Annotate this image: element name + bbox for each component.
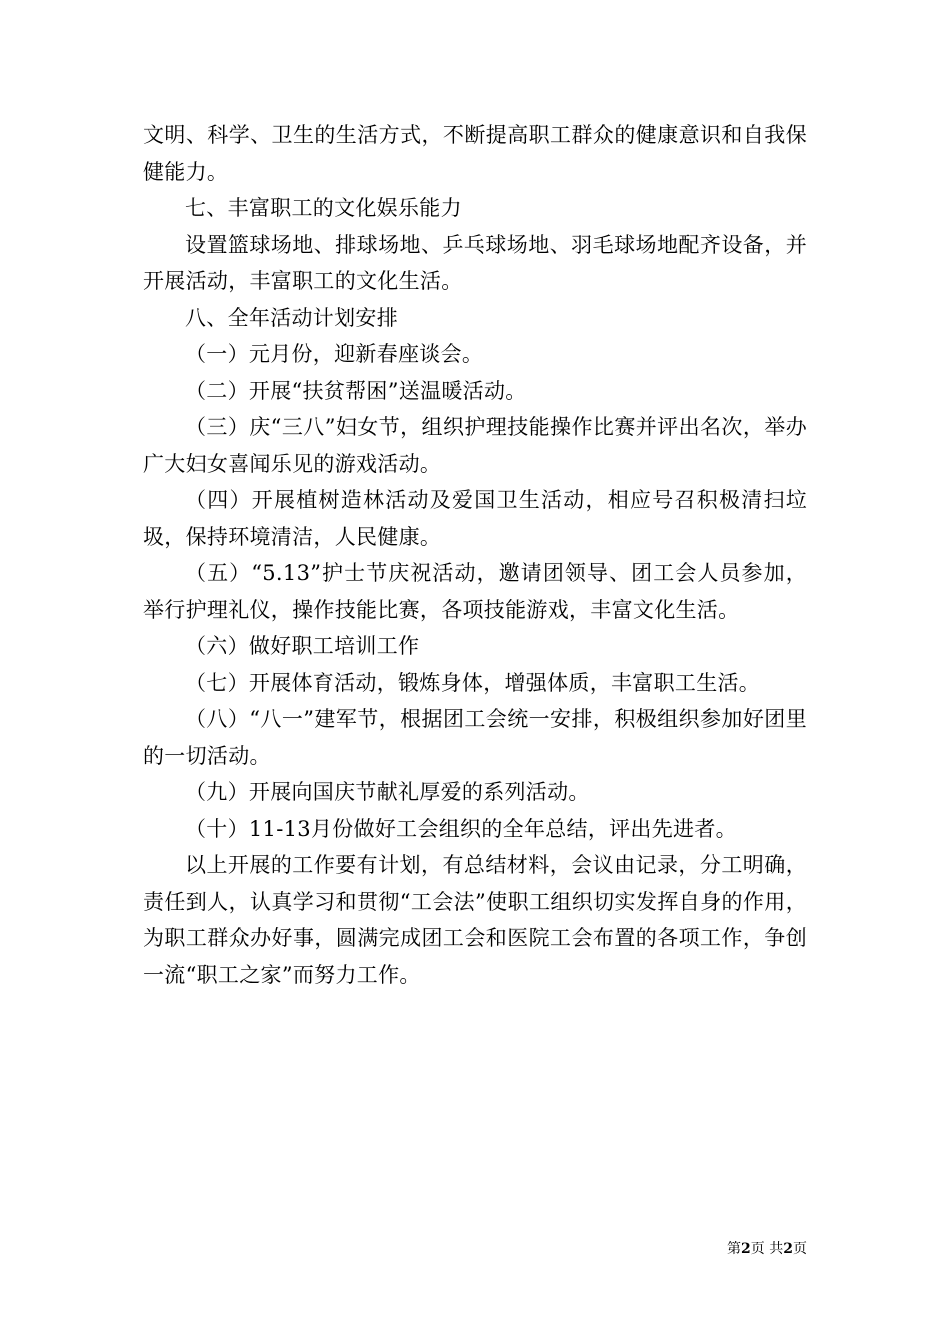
page-suffix: 页 (793, 1241, 807, 1257)
paragraph: （六）做好职工培训工作 (185, 634, 420, 658)
total-page-number: 2 (783, 1241, 793, 1257)
paragraph: 七、丰富职工的文化娱乐能力 (185, 196, 462, 220)
paragraph: （三）庆“三八”妇女节，组织护理技能操作比赛并评出名次，举办广大妇女喜闻乐见的游戏活动。 (143, 415, 807, 476)
current-page-number: 2 (741, 1241, 751, 1257)
paragraph: （二）开展“扶贫帮困”送温暖活动。 (185, 378, 527, 403)
paragraph: （十）11-13月份做好工会组织的全年总结，评出先进者。 (185, 816, 737, 841)
paragraph: （八）“八一”建军节，根据团工会统一安排，积极组织参加好团里的一切活动。 (143, 707, 807, 768)
paragraph: （四）开展植树造林活动及爱国卫生活动，相应号召积极清扫垃圾，保持环境清洁，人民健康。 (143, 488, 807, 549)
paragraph: 设置篮球场地、排球场地、乒乓球场地、羽毛球场地配齐设备，并开展活动，丰富职工的文化生活。 (143, 232, 807, 293)
paragraph: 以上开展的工作要有计划，有总结材料，会议由记录，分工明确，责任到人，认真学习和贯彻“工会法”使职工组织切实发挥自身的作用，为职工群众办好事，圆满完成团工会和医院工会布置的各项工作，争创一流“职工之家”而努力工作。 (143, 853, 807, 987)
paragraph: （一）元月份，迎新春座谈会。 (185, 342, 484, 366)
page-footer (727, 1240, 807, 1258)
document-body (143, 117, 807, 993)
paragraph: 八、全年活动计划安排 (185, 305, 398, 330)
paragraph: （九）开展向国庆节献礼厚爱的系列活动。 (185, 780, 590, 804)
page-middle: 页 共 (750, 1241, 784, 1257)
paragraph: 文明、科学、卫生的生活方式，不断提高职工群众的健康意识和自我保健能力。 (143, 123, 807, 184)
paragraph: （五）“5.13”护士节庆祝活动，邀请团领导、团工会人员参加，举行护理礼仪，操作技能比赛，各项技能游戏，丰富文化生活。 (143, 561, 807, 622)
page-prefix: 第 (727, 1241, 742, 1257)
paragraph: （七）开展体育活动，锻炼身体，增强体质，丰富职工生活。 (185, 670, 761, 695)
